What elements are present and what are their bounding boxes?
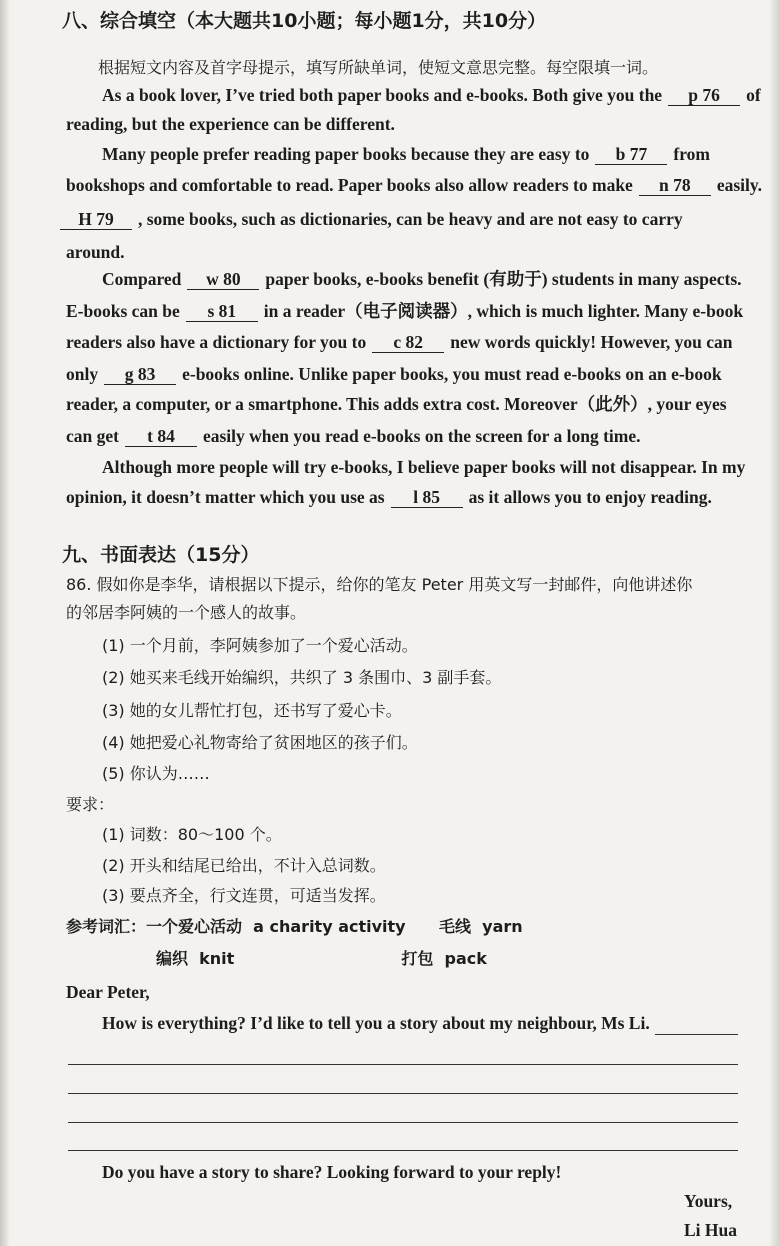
passage-line: reader, a computer, or a smartphone. This adds extra cost. Moreover（此外）, your eyes <box>66 394 727 414</box>
answer-line[interactable] <box>68 1122 738 1123</box>
answer-line[interactable] <box>655 1034 738 1035</box>
passage-line: Compared w 80 paper books, e-books benefit (有助于) students in many aspects. <box>102 269 742 289</box>
question-86-text: 86. 假如你是李华，请根据以下提示，给你的笔友 Peter 用英文写一封邮件，向他讲述你 <box>66 575 693 594</box>
passage-line: E-books can be s 81 in a reader（电子阅读器）, which is much lighter. Many e-book <box>66 301 744 321</box>
blank-85[interactable]: l 85 <box>391 489 463 508</box>
tip-item: (2) 她买来毛线开始编织，共织了 3 条围巾、3 副手套。 <box>102 668 502 687</box>
passage-line: reading, but the experience can be different. <box>66 114 395 134</box>
blank-84[interactable]: t 84 <box>125 428 197 447</box>
passage-line: As a book lover, I’ve tried both paper books and e-books. Both give you the p 76 of <box>102 85 761 105</box>
scan-edge-left <box>0 0 10 1246</box>
passage-line: readers also have a dictionary for you to c 82 new words quickly! However, you can <box>66 332 733 352</box>
passage-line: only g 83 e-books online. Unlike paper books, you must read e-books on an e-book <box>66 364 722 384</box>
passage-line: bookshops and comfortable to read. Paper books also allow readers to make n 78 easily. <box>66 175 763 195</box>
scan-edge-right <box>769 0 779 1246</box>
section-8-instruction: 根据短文内容及首字母提示，填写所缺单词，使短文意思完整。每空限填一词。 <box>98 58 659 77</box>
blank-79[interactable]: H 79 <box>60 211 132 230</box>
tip-item: (4) 她把爱心礼物寄给了贫困地区的孩子们。 <box>102 733 418 752</box>
blank-76[interactable]: p 76 <box>668 87 740 106</box>
vocab-line: 参考词汇：一个爱心活动 a charity activity 毛线 yarn <box>66 917 523 936</box>
passage-line: Many people prefer reading paper books because they are easy to b 77 from <box>102 144 711 164</box>
passage-line: around. <box>66 242 125 262</box>
blank-78[interactable]: n 78 <box>639 177 711 196</box>
vocab-line: 编织 knit 打包 pack <box>156 949 487 968</box>
answer-line[interactable] <box>68 1150 738 1151</box>
question-86-text: 的邻居李阿姨的一个感人的故事。 <box>66 603 307 622</box>
blank-81[interactable]: s 81 <box>186 303 258 322</box>
answer-line[interactable] <box>68 1093 738 1094</box>
blank-83[interactable]: g 83 <box>104 366 176 385</box>
blank-82[interactable]: c 82 <box>372 334 444 353</box>
requirement-item: (2) 开头和结尾已给出，不计入总词数。 <box>102 856 386 875</box>
letter-signoff: Yours, <box>684 1191 733 1211</box>
section-9-title: 九、书面表达（15分） <box>62 544 260 566</box>
requirement-item: (3) 要点齐全，行文连贯，可适当发挥。 <box>102 886 386 905</box>
passage-line: Although more people will try e-books, I believe paper books will not disappear. In my <box>102 457 746 477</box>
tip-item: (3) 她的女儿帮忙打包，还书写了爱心卡。 <box>102 701 402 720</box>
requirement-item: (1) 词数：80～100 个。 <box>102 825 282 844</box>
passage-line: can get t 84 easily when you read e-books on the screen for a long time. <box>66 426 641 446</box>
answer-line[interactable] <box>68 1064 738 1065</box>
tip-item: (1) 一个月前，李阿姨参加了一个爱心活动。 <box>102 636 418 655</box>
letter-closing: Do you have a story to share? Looking forward to your reply! <box>102 1162 562 1182</box>
passage-line: H 79 , some books, such as dictionaries, can be heavy and are not easy to carry <box>60 211 683 230</box>
letter-opening: How is everything? I’d like to tell you a story about my neighbour, Ms Li. <box>102 1013 650 1033</box>
requirements-title: 要求： <box>66 795 115 814</box>
blank-80[interactable]: w 80 <box>187 271 259 290</box>
blank-77[interactable]: b 77 <box>595 146 667 165</box>
letter-greeting: Dear Peter, <box>66 982 150 1002</box>
passage-line: opinion, it doesn’t matter which you use as l 85 as it allows you to enjoy reading. <box>66 487 712 507</box>
letter-signature: Li Hua <box>684 1220 738 1240</box>
section-8-title: 八、综合填空（本大题共10小题；每小题1分，共10分） <box>62 10 547 32</box>
tip-item: (5) 你认为…… <box>102 764 210 783</box>
